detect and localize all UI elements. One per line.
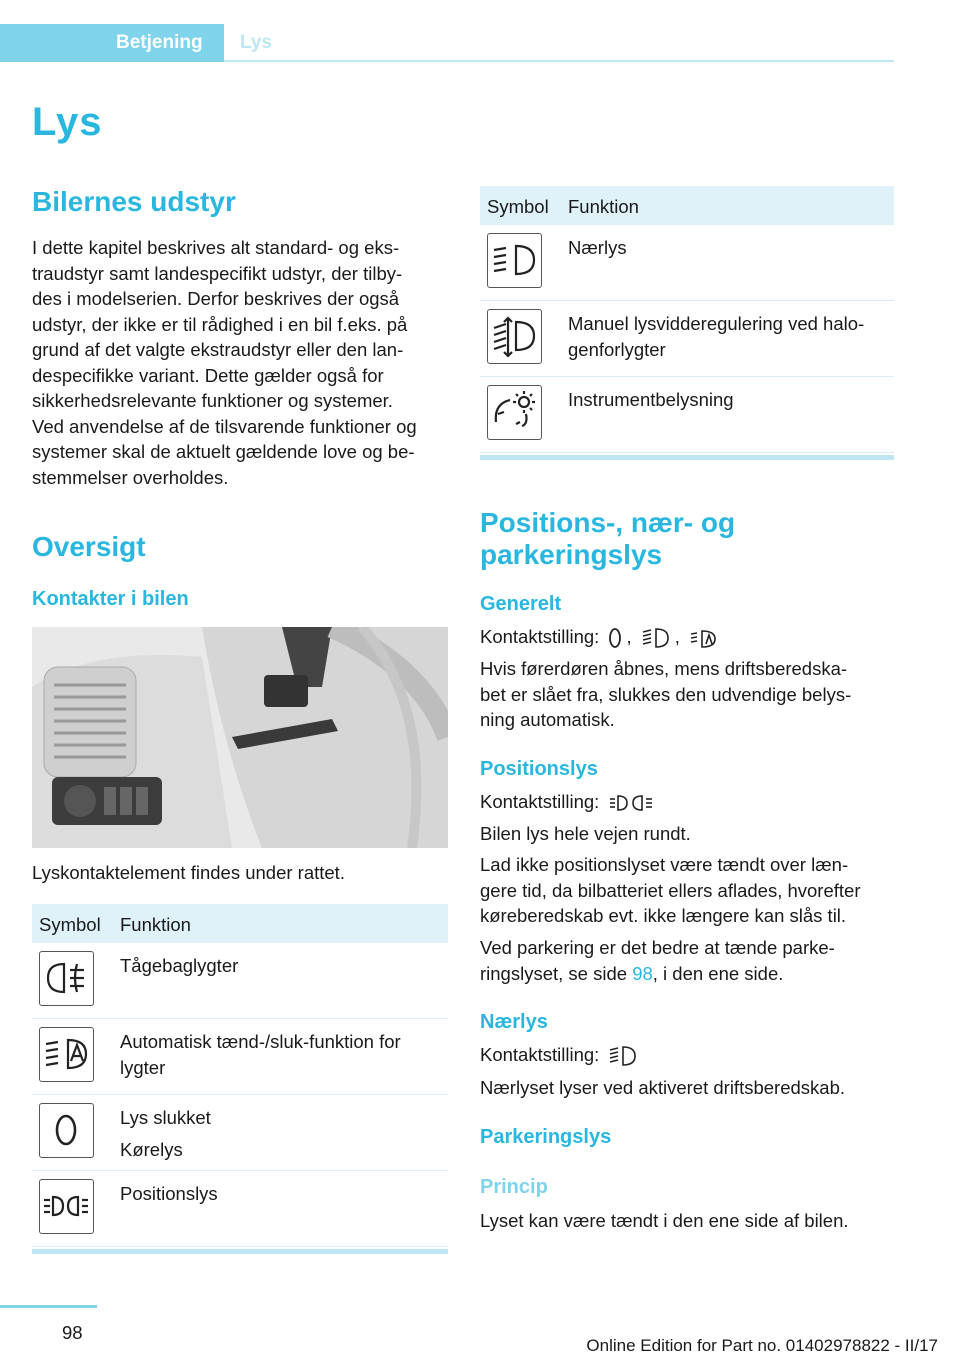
lowbeam-text: Nærlyset lyser ved aktiveret driftsberedskab. (480, 1077, 845, 1098)
low-beam-icon (608, 1044, 638, 1068)
auto-headlight-icon (689, 626, 719, 650)
low-beam-icon (487, 233, 542, 288)
table-header (32, 904, 448, 943)
col-function: Funktion (568, 196, 639, 217)
table-row (32, 1171, 448, 1247)
general-switch-line: Kontaktstilling: , , (480, 624, 723, 650)
table-row (480, 377, 894, 453)
low-beam-icon (641, 626, 671, 650)
chapter-tab[interactable]: Betjening (0, 24, 224, 62)
photo-caption: Lyskontaktelement findes under rattet. (32, 862, 345, 883)
lights-off-icon (39, 1103, 94, 1158)
col-symbol: Symbol (39, 914, 101, 935)
footer-accent-line (0, 1305, 97, 1308)
position-text3: Ved parkering er det bedre at tænde parke- ringslyset, se side 98, i den ene side. (480, 937, 835, 984)
table-footer-bar (32, 1249, 448, 1254)
symbol-table-right (480, 186, 894, 460)
parking-light-icon (608, 792, 656, 814)
parking-light-icon (39, 1179, 94, 1234)
table-footer-bar (480, 455, 894, 460)
page-link[interactable]: 98 (632, 962, 653, 984)
section-tab[interactable]: Lys (240, 32, 273, 53)
intro-paragraph: I dette kapitel beskrives alt standard- og eks- traudstyr samt landespecifikt udstyr, der tilby- des i modelserien. Derfor beskrives der også udstyr, der ikke er til rådighed i en bil f.eks. på grund af det valgte ekstraudstyr eller den lan- despecifikke variant. Dette gælder også for sikkerhedsrelevante funktioner og systemer. Ved anvendelse af de tilsvarende funktioner og systemer skal de aktuelt gældende love og be- stemmelser overholdes. (32, 237, 417, 488)
principle-text: Lyset kan være tændt i den ene side af bilen. (480, 1210, 849, 1231)
instrument-lighting-icon (487, 385, 542, 440)
table-row (480, 225, 894, 301)
col-function: Funktion (120, 914, 191, 935)
page-title: Lys (32, 100, 103, 144)
position-title: Positionslys (480, 758, 598, 780)
headlight-range-icon (487, 309, 542, 364)
table-row (32, 943, 448, 1019)
section-title-lights: Positions-, nær- og parkeringslys (480, 507, 736, 570)
dashboard-photo (32, 627, 448, 848)
parking-title: Parkeringslys (480, 1126, 612, 1148)
row-function: Nærlys (568, 237, 627, 258)
edition-note: Online Edition for Part no. 01402978822 - II/17 (586, 1336, 938, 1355)
row-function: Positionslys (120, 1183, 218, 1204)
col-symbol: Symbol (487, 196, 549, 217)
symbol-table-left (32, 904, 448, 1254)
position-switch-line: Kontaktstilling: (480, 789, 660, 815)
table-row (32, 1019, 448, 1095)
row-function: Lys slukket Kørelys (120, 1107, 211, 1160)
general-paragraph: Hvis førerdøren åbnes, mens driftsberedska- bet er slået fra, slukkes den udvendige belys- ning automatisk. (480, 658, 852, 730)
lights-off-icon (608, 626, 622, 650)
row-function: Tågebaglygter (120, 955, 239, 976)
table-header (480, 186, 894, 225)
contacts-title: Kontakter i bilen (32, 588, 189, 610)
lowbeam-title: Nærlys (480, 1011, 548, 1033)
section-title-equipment: Bilernes udstyr (32, 186, 236, 217)
running-header (0, 24, 894, 62)
page-number: 98 (62, 1322, 83, 1343)
position-text1: Bilen lys hele vejen rundt. (480, 823, 691, 844)
row-function: Manuel lysvidderegulering ved halo- genforlygter (568, 313, 865, 360)
fog-rear-light-icon (39, 951, 94, 1006)
position-text2: Lad ikke positionslyset være tændt over læn- gere tid, da bilbatteriet ellers aflades, hvorefter køreberedskab evt. ikke længere kan slås til. (480, 854, 861, 926)
table-row (480, 301, 894, 377)
row-function: Instrumentbelysning (568, 389, 734, 410)
table-row (32, 1095, 448, 1171)
principle-title: Princip (480, 1176, 548, 1198)
general-title: Generelt (480, 593, 562, 615)
row-function: Automatisk tænd-/sluk-funktion for lygter (120, 1031, 401, 1078)
overview-title: Oversigt (32, 531, 146, 562)
lowbeam-switch-line: Kontaktstilling: (480, 1042, 642, 1068)
auto-headlight-icon (39, 1027, 94, 1082)
